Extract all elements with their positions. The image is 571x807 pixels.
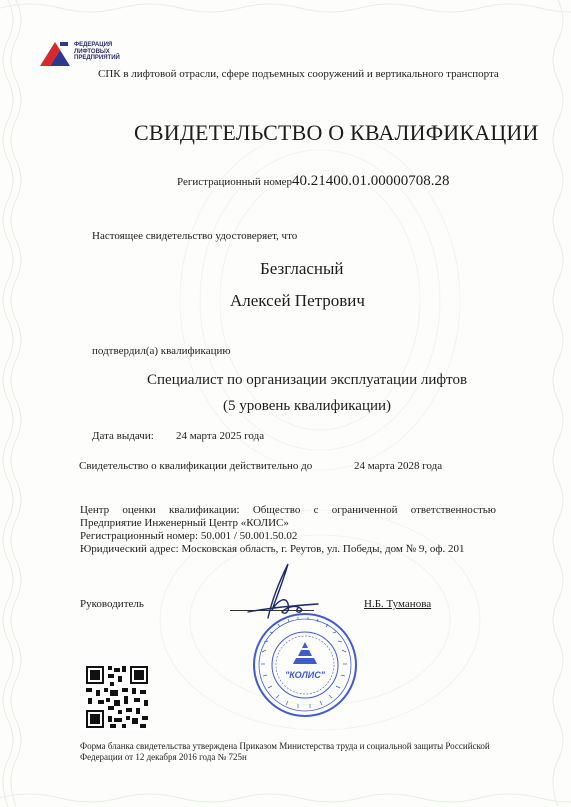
signer-role: Руководитель [80,598,144,610]
valid-until-label: Свидетельство о квалификации действительно до [79,460,313,472]
reg-number-label: Регистрационный номер [177,176,293,188]
qualification-level: (5 уровень квалификации) [223,398,392,414]
issue-date-label: Дата выдачи: [92,430,154,442]
certifies-text: Настоящее свидетельство удостоверяет, что [92,230,298,242]
assessment-center-info [80,504,496,556]
reg-number-value: 40.21400.01.00000708.28 [292,173,450,189]
footer-line-2: Федерации от 12 декабря 2016 года № 725н [80,752,247,762]
company-stamp [252,612,358,718]
qualification-name: Специалист по организации эксплуатации лифтов [147,372,468,388]
logo-text: ФЕДЕРАЦИЯ ЛИФТОВЫХ ПРЕДПРИЯТИЙ [74,42,120,61]
valid-until-value: 24 марта 2028 года [354,460,443,472]
center-line-1: Центр оценки квалификации: Общество с ограниченной ответственностью [80,504,496,516]
confirmed-text: подтвердил(а) квалификацию [92,345,231,357]
issue-date-value: 24 марта 2025 года [176,430,265,442]
signer-name: Н.Б. Туманова [364,598,432,610]
council-subtitle: СПК в лифтовой отрасли, сфере подъемных сооружений и вертикального транспорта [98,68,499,80]
certificate-title: СВИДЕТЕЛЬСТВО О КВАЛИФИКАЦИИ [134,120,539,145]
holder-surname: Безгласный [260,259,344,278]
logo-triangle-icon [38,38,72,68]
form-approval-note [80,741,525,763]
holder-name: Алексей Петрович [230,291,365,310]
footer-line-1: Форма бланка свидетельства утверждена Приказом Министерства труда и социальной защиты Российской [80,741,490,751]
federation-logo [38,38,128,70]
center-line-4: Юридический адрес: Московская область, г. Реутов, ул. Победы, дом № 9, оф. 201 [80,543,465,555]
center-line-2: Предприятие Инженерный Центр «КОЛИС» [80,517,289,529]
center-line-3: Регистрационный номер: 50.001 / 50.001.50.02 [80,530,298,542]
qr-code [84,664,150,730]
stamp-brand: "КОЛИС" [285,670,325,680]
